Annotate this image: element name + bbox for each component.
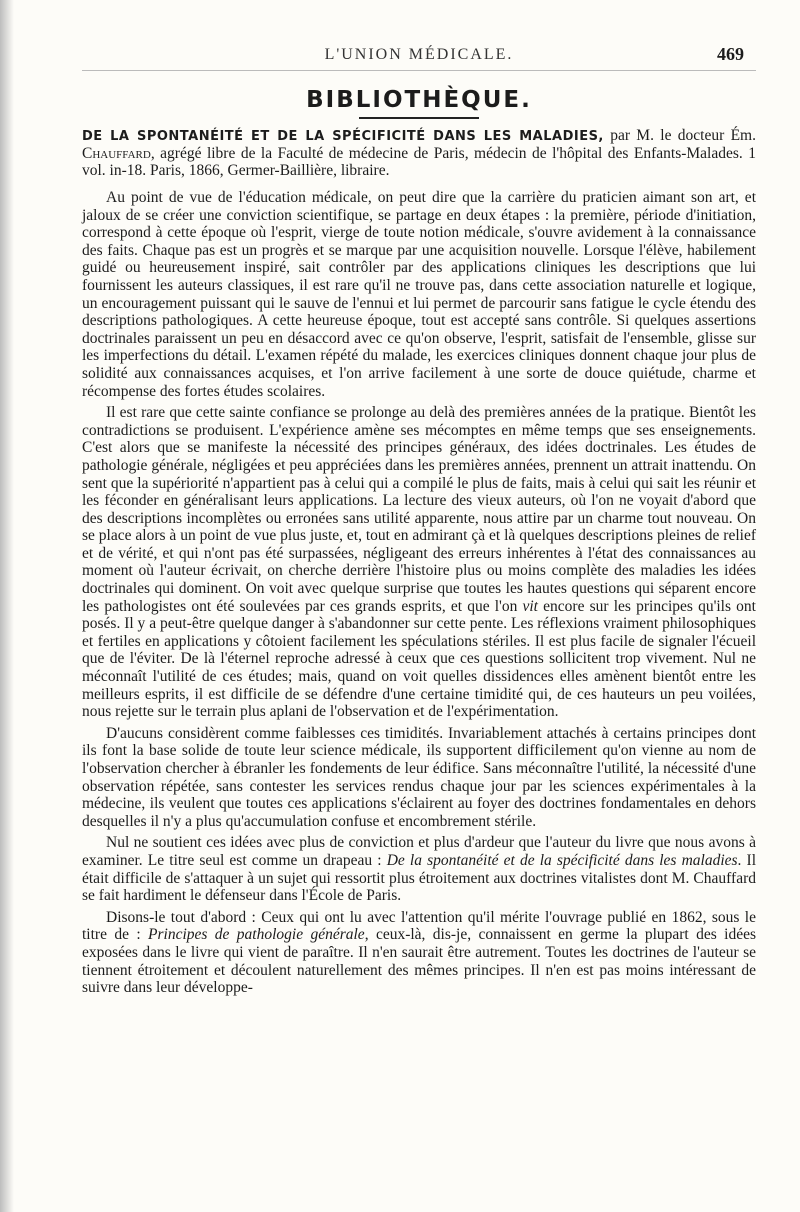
running-title: L'UNION MÉDICALE. — [324, 46, 514, 63]
book-author: Chauffard — [82, 145, 151, 162]
section-title: BIBLIOTHÈQUE. — [306, 87, 532, 113]
running-header — [82, 40, 756, 71]
paragraph-3: D'aucuns considèrent comme faiblesses ces timidités. Invariablement attachés à certains principes dont ils font la base solide de toute leur science médicale, ils supportent difficilement qu'on vienne au nom de l'observation chercher à ébranler les fondements de leur édifice. Sans méconnaître l'utilité, la nécessité d'une observation répétée, sans contester les services rendus chaque jour par les sciences expérimentales à la médecine, ils veulent que toutes ces applications s'éclairent au foyer des doctrines fondamentales en dehors desquelles il n'y a plus qu'accumulation confuse et encombrement stérile. — [82, 724, 756, 830]
paragraph-4: Nul ne soutient ces idées avec plus de conviction et plus d'ardeur que l'auteur du livre que nous avons à examiner. Le titre seul est comme un drapeau : De la spontanéité et de la spécificité dans les maladies. Il était difficile de s'attaquer à un sujet qui ressortit plus étroitement aux doctrines vitalistes dont M. Chauffard se fait hardiment le défenseur dans l'École de Paris. — [82, 834, 757, 905]
review-by: par M. le docteur Ém. — [603, 127, 756, 144]
paragraph-5: Disons-le tout d'abord : Ceux qui ont lu avec l'attention qu'il mérite l'ouvrage publié en 1862, sous le titre de : Principes de pathologie générale, ceux-là, dis-je, connaissent en germe la plupart des idées exposées dans le livre qui vient de paraître. Il n'en saurait être autrement. Toutes les doctrines de l'auteur se tiennent étroitement et découlent naturellement des mêmes principes. Il n'en est pas moins intéressant de suivre dans leur développe- — [82, 908, 756, 997]
book-citation: , agrégé libre de la Faculté de médecine de Paris, médecin de l'hôpital des Enfants-Malades. 1 vol. in-18. Paris, 1866, Germer-Baillière, libraire. — [82, 145, 756, 179]
paragraph-2: Il est rare que cette sainte confiance se prolonge au delà des premières années de la pratique. Bientôt les contradictions se produisent. L'expérience amène ses mécomptes en même temps que ses enseignements. C'est alors que se manifeste la nécessité des principes généraux, des idées doctrinales. Les études de pathologie générale, négligées et peu appréciées dans les premières années, prennent un attrait inattendu. On sent que la supériorité n'appartient pas à celui qui a compilé le plus de faits, mais à celui qui sait les réunir et les féconder en généralisant leurs applications. La lecture des vieux auteurs, où l'on ne voyait d'abord que des descriptions incomplètes ou erronées sans utilité apparente, nous attire par un charme tout nouveau. On se place alors à un point de vue plus juste, et, tout en admirant çà et là quelques descriptions pleines de relief et de vérité, et qui n'ont pas été surpassées, négligeant des erreurs inhérentes à l'état des connaissances au moment où l'auteur écrivait, on cherche derrière l'histoire plus ou moins complète des maladies les idées doctrinales qui dominent. On voit avec quelque surprise que toutes les hautes questions qui séparent encore les pathologistes ont été soulevées par ces grands esprits, et que l'on vit encore sur les principes qu'ils ont posés. Il y a peut-être quelque danger à s'abandonner sur cette pente. Les réflexions vraiment philosophiques et fertiles en applications y côtoient facilement les spéculations stériles. Il est plus facile de signaler l'écueil que de l'éviter. De là l'éternel reproche adressé à ceux que ces questions sollicitent trop vivement. Nul ne méconnaît l'utilité de ces études; mais, quand on voit quelles dissidences elles amènent bientôt entre les meilleurs esprits, il est difficile de se défendre d'une certaine timidité qui, de ces hauteurs un peu voilées, nous rejette sur le terrain plus aplani de l'observation et de l'expérimentation. — [82, 404, 756, 721]
title-rule — [359, 117, 479, 119]
paragraph-1: Au point de vue de l'éducation médicale, on peut dire que la carrière du praticien aimant son art, et jaloux de se créer une conviction scientifique, se partage en deux étapes : la première, période d'initiation, correspond à cette époque où l'esprit, vierge de toute notion médicale, s'ouvre avidement à la connaissance des faits. Chaque pas est un progrès et se marque par une acquisition nouvelle. Lorsque l'élève, habilement guidé ou heureusement inspiré, sait contrôler par des applications cliniques les descriptions que lui fournissent les auteurs classiques, il est rare qu'il ne trouve pas, dans cette association naturelle et logique, un encouragement puissant qui le sauve de l'ennui et lui permet de parcourir sans fatigue le cycle étendu des descriptions pathologiques. A cette heureuse époque, tout est accepté sans contrôle. Si quelques assertions doctrinales paraissent un peu en désaccord avec ce qu'on observe, l'esprit, satisfait de l'ensemble, glisse sur les imperfections du détail. L'examen répété du malade, les exercices cliniques donnent chaque jour plus de solidité aux connaissances acquises, et l'on arrive facilement à une sorte de douce quiétude, charme et récompense des fortes études scolaires. — [82, 189, 756, 400]
review-heading — [82, 127, 756, 179]
book-title: DE LA SPONTANÉITÉ ET DE LA SPÉCIFICITÉ DANS LES MALADIES, — [82, 129, 604, 144]
page-number: 469 — [717, 44, 744, 64]
